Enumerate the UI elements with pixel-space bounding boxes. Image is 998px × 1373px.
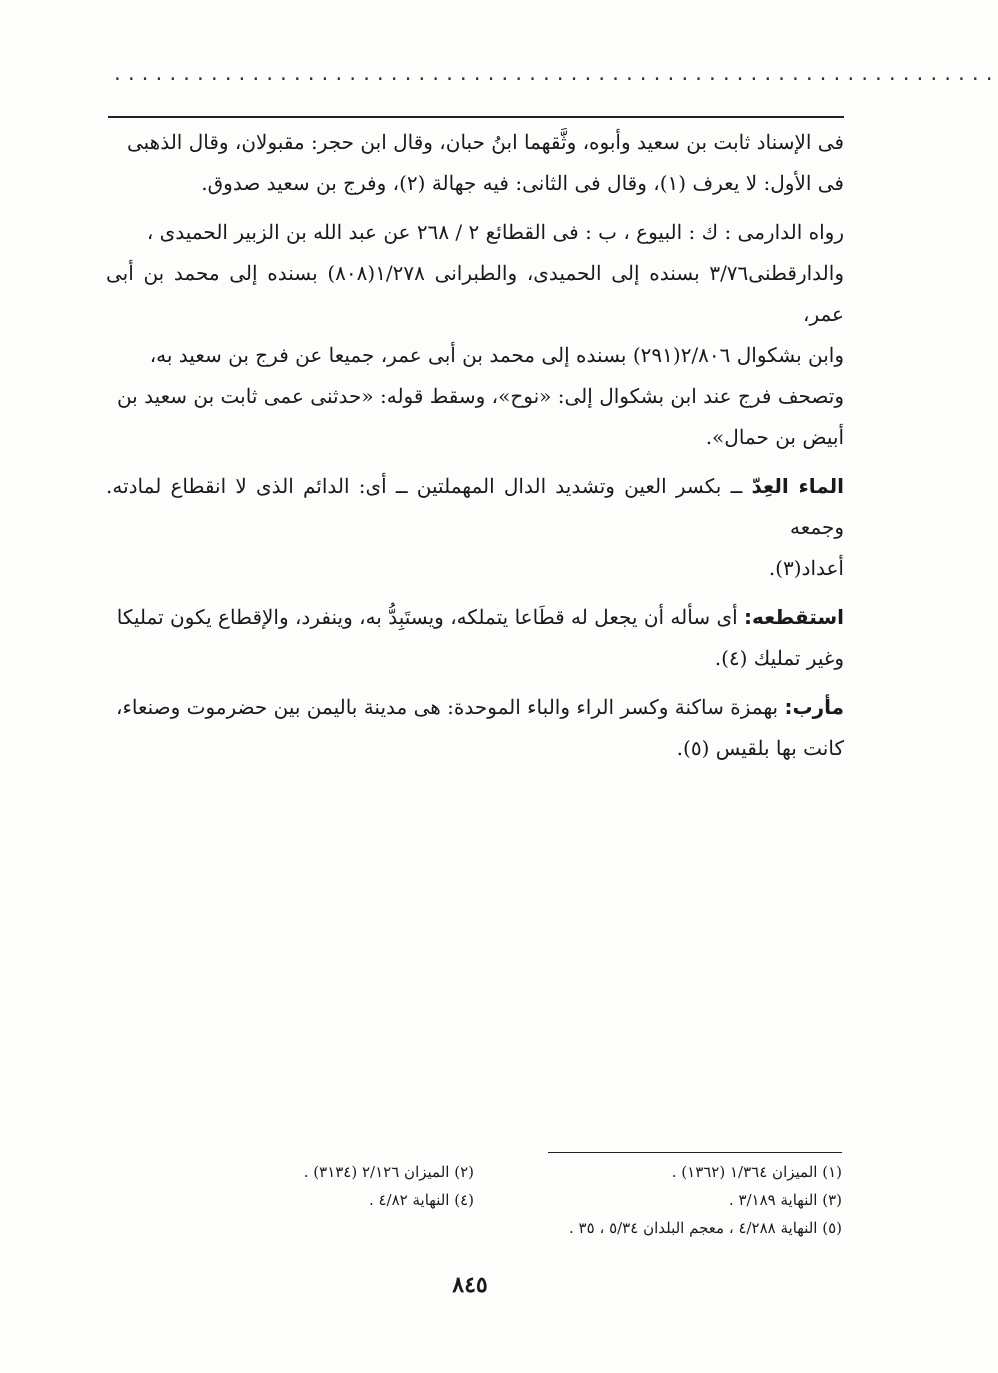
- footnote-row: [106, 1186, 842, 1214]
- footnote-row: [106, 1214, 842, 1242]
- page-number: ٨٤٥: [452, 1272, 488, 1298]
- paragraph-marib: [106, 687, 844, 769]
- text-line: أى سأله أن يجعل له قطَاعا يتملكه، ويستَبِدُّ به، وينفرد، والإقطاع يكون تمليكا: [116, 605, 745, 629]
- dotted-header-rule: ................................................................: [112, 64, 998, 85]
- footnotes: [106, 1158, 842, 1242]
- text-line: فى الأول: لا يعرف (١)، وقال فى الثانى: فيه جهالة (٢)، وفرج بن سعيد صدوق.: [201, 171, 844, 195]
- glossary-term: استقطعه:: [744, 605, 844, 629]
- paragraph-isnad: [106, 122, 844, 204]
- text-line: رواه الدارمى : ك : البيوع ، ب : فى القطائع ٢ / ٢٦٨ عن عبد الله بن الزبير الحميدى ،: [146, 220, 844, 244]
- paragraph-takhrij: [106, 212, 844, 458]
- text-line: فى الإسناد ثابت بن سعيد وأبوه، وثَّقهما ابنُ حبان، وقال ابن حجر: مقبولان، وقال الذهبى: [126, 130, 844, 154]
- footnote-4: (٤) النهاية ٤/٨٢ .: [368, 1191, 474, 1209]
- footnote-5: (٥) النهاية ٤/٢٨٨ ، معجم البلدان ٥/٣٤ ، ٣٥ .: [569, 1219, 842, 1237]
- text-line: ــ بكسر العين وتشديد الدال المهملتين ــ أى: الدائم الذى لا انقطاع لمادته. وجمعه: [106, 474, 844, 539]
- glossary-term: الماء العِدّ: [751, 474, 844, 498]
- main-text: [106, 122, 844, 777]
- glossary-term: مأرب:: [784, 695, 844, 719]
- paragraph-al-maa-al-idd: [106, 466, 844, 589]
- text-line: أبيض بن حمال».: [705, 425, 844, 449]
- text-line: وغير تمليك (٤).: [714, 646, 844, 670]
- text-line: كانت بها بلقيس (٥).: [676, 736, 844, 760]
- footnote-3: (٣) النهاية ٣/١٨٩ .: [728, 1191, 842, 1209]
- text-line: والدارقطنى٣/٧٦ بسنده إلى الحميدى، والطبرانى ١/٢٧٨(٨٠٨) بسنده إلى محمد بن أبى عمر،: [106, 261, 844, 326]
- footnote-1: (١) الميزان ١/٣٦٤ (١٣٦٢) .: [671, 1163, 842, 1181]
- text-line: وابن بشكوال ٢/٨٠٦(٢٩١) بسنده إلى محمد بن أبى عمر، جميعا عن فرج بن سعيد به،: [149, 343, 844, 367]
- footnote-2: (٢) الميزان ٢/١٢٦ (٣١٣٤) .: [303, 1163, 474, 1181]
- paragraph-istaqtaahu: [106, 597, 844, 679]
- text-line: أعداد(٣).: [768, 556, 844, 580]
- footnote-divider: [548, 1152, 842, 1153]
- text-line: وتصحف فرج عند ابن بشكوال إلى: «نوح»، وسقط قوله: «حدثنى عمى ثابت بن سعيد بن: [116, 384, 844, 408]
- header-divider: [108, 116, 844, 118]
- text-line: بهمزة ساكنة وكسر الراء والباء الموحدة: هى مدينة باليمن بين حضرموت وصنعاء،: [115, 695, 785, 719]
- footnote-row: [106, 1158, 842, 1186]
